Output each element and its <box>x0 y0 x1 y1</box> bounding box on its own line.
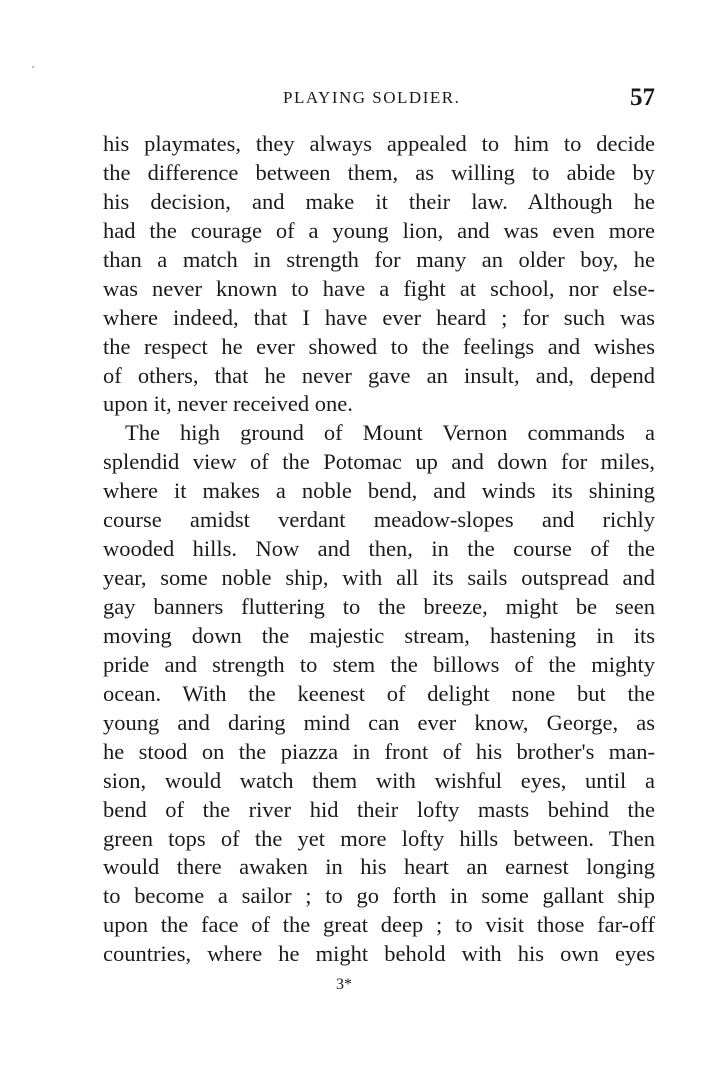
text-line: ocean. With the keenest of delight none but the <box>103 680 655 706</box>
text-line: sion, would watch them with wishful eyes, until a <box>103 767 655 793</box>
text-line: had the courage of a young lion, and was even more <box>103 217 655 243</box>
text-line: bend of the river hid their lofty masts behind the <box>103 796 655 822</box>
text-line: moving down the majestic stream, hastening in its <box>103 622 655 648</box>
text-line: than a match in strength for many an older boy, he <box>103 246 655 272</box>
text-line: the difference between them, as willing to abide by <box>103 159 655 185</box>
text-line: splendid view of the Potomac up and down for miles, <box>103 449 655 475</box>
text-line: young and daring mind can ever know, George, as <box>103 709 655 735</box>
text-line: The high ground of Mount Vernon commands a <box>125 420 655 446</box>
scan-speck <box>32 66 34 68</box>
text-line: green tops of the yet more lofty hills between. Then <box>103 825 655 851</box>
text-line: where it makes a noble bend, and winds its shining <box>103 478 655 504</box>
body-text <box>103 130 655 969</box>
text-line: would there awaken in his heart an earnest longing <box>103 854 655 880</box>
signature-mark: 3* <box>336 976 352 993</box>
text-line: was never known to have a fight at school, nor else- <box>103 275 655 301</box>
chapter-title: PLAYING SOLDIER. <box>283 88 461 107</box>
text-line: year, some noble ship, with all its sails outspread and <box>103 565 655 591</box>
text-line: course amidst verdant meadow-slopes and richly <box>103 507 655 533</box>
text-line: gay banners fluttering to the breeze, might be seen <box>103 594 655 619</box>
text-line: he stood on the piazza in front of his brother's man- <box>103 738 655 764</box>
text-line: to become a sailor ; to go forth in some gallant ship <box>103 883 655 909</box>
text-line: upon it, never received one. <box>103 391 353 417</box>
text-line: wooded hills. Now and then, in the course of the <box>103 536 655 562</box>
page-number: 57 <box>630 84 655 111</box>
text-line: his playmates, they always appealed to him to decide <box>103 131 655 156</box>
text-line: countries, where he might behold with his own eyes <box>103 941 655 967</box>
text-line: pride and strength to stem the billows of the mighty <box>103 651 655 677</box>
text-line: of others, that he never gave an insult, and, depend <box>103 362 655 388</box>
paragraph <box>103 130 655 419</box>
text-line: upon the face of the great deep ; to visit those far-off <box>103 912 655 938</box>
running-head <box>103 84 655 114</box>
text-line: his decision, and make it their law. Although he <box>103 188 655 214</box>
paragraph <box>103 419 655 969</box>
text-line: where indeed, that I have ever heard ; for such was <box>103 304 655 330</box>
text-line: the respect he ever showed to the feelings and wishes <box>103 333 655 359</box>
